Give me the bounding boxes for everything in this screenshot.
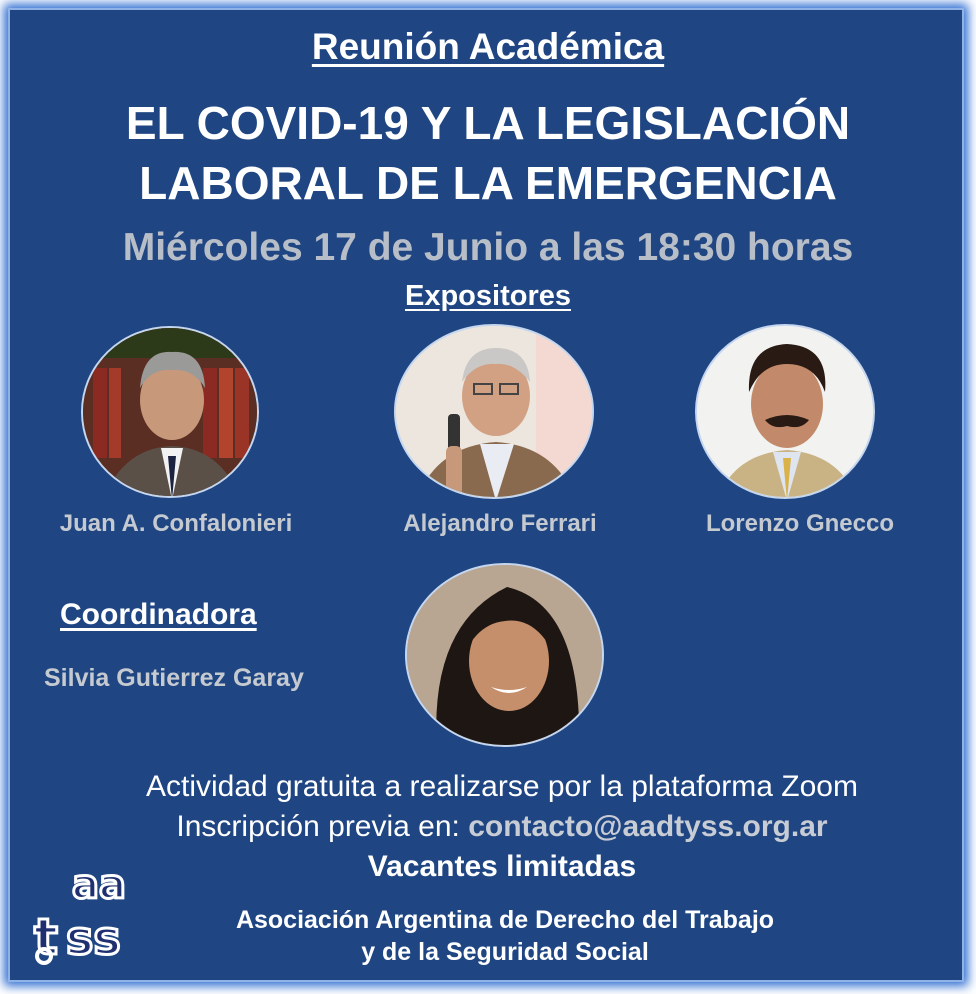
aadtyss-logo (32, 858, 144, 970)
speaker-name-2: Alejandro Ferrari (403, 510, 597, 537)
speaker-photo-confalonieri (81, 326, 259, 498)
coordinator-photo (405, 563, 604, 747)
speaker-name-3: Lorenzo Gnecco (705, 510, 895, 537)
svg-text:ss: ss (66, 911, 121, 965)
svg-text:t: t (34, 908, 58, 966)
vacancies-note: Vacantes limitadas (367, 850, 637, 883)
event-title-line2: LABORAL DE LA EMERGENCIA (139, 157, 837, 209)
registration-prefix: Inscripción previa en: (176, 810, 469, 843)
speaker-photo-ferrari (394, 324, 594, 499)
organization-name-line2: y de la Seguridad Social (361, 938, 649, 966)
organization-name-line1: Asociación Argentina de Derecho del Trabajo (235, 906, 775, 934)
svg-text:aa: aa (72, 862, 126, 908)
event-title-line1: EL COVID-19 Y LA LEGISLACIÓN (125, 97, 851, 149)
event-date: Miércoles 17 de Junio a las 18:30 horas (122, 226, 854, 269)
event-type-heading: Reunión Académica (311, 26, 665, 67)
speaker-name-1: Juan A. Confalonieri (59, 510, 293, 537)
coordinator-label: Coordinadora (60, 598, 257, 631)
activity-info: Actividad gratuita a realizarse por la plataforma Zoom (145, 770, 858, 803)
registration-info (0, 810, 976, 844)
speaker-photo-gnecco (695, 324, 875, 499)
contact-email-link[interactable]: contacto@aadtyss.org.ar (468, 810, 828, 843)
coordinator-name: Silvia Gutierrez Garay (44, 664, 304, 692)
speakers-label: Expositores (405, 280, 571, 312)
